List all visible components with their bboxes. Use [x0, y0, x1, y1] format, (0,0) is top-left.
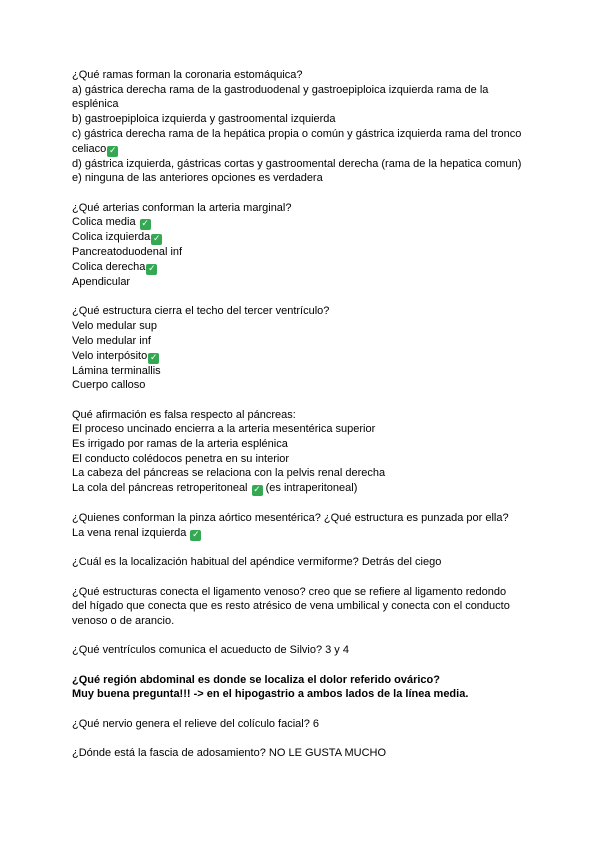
question-coronaria-estomaquica: ¿Qué ramas forman la coronaria estomáquica?	[72, 69, 303, 81]
answer-text: Colica media	[72, 216, 136, 229]
option-e: e) ninguna de las anteriores opciones es verdadera	[72, 172, 323, 185]
question-pinza-aortico-mesenterica: ¿Quienes conforman la pinza aórtico mesentérica? ¿Qué estructura es punzada por ella?	[72, 511, 509, 524]
answer-item	[72, 215, 532, 230]
question-apendice: ¿Cuál es la localización habitual del apéndice vermiforme? Detrás del ciego	[72, 556, 442, 569]
answer-item: Apendicular	[72, 276, 131, 289]
option-b: b) gastroepiploica izquierda y gastroomental izquierda	[72, 113, 336, 126]
answer-item: Es irrigado por ramas de la arteria esplénica	[72, 438, 288, 451]
answer-item: Velo medular inf	[72, 334, 151, 347]
option-a-continued: esplénica	[72, 98, 119, 111]
answer-item: La cabeza del páncreas se relaciona con la pelvis renal derecha	[72, 467, 386, 480]
answer-item	[72, 230, 532, 245]
answer-item: Cuerpo calloso	[72, 379, 146, 392]
question-ligamento-venoso-continued: venoso o de arancio.	[72, 615, 175, 627]
option-a: a) gástrica derecha rama de la gastroduodenal y gastroepiploica izquierda rama de la	[72, 83, 489, 96]
question-ligamento-venoso-continued: del hígado que conecta que es resto atrésico de vena umbilical y conecta con el conducto	[72, 600, 510, 613]
question-ligamento-venoso: ¿Qué estructuras conecta el ligamento venoso? creo que se refiere al ligamento redondo	[72, 585, 507, 598]
answer-item: Velo medular sup	[72, 320, 157, 333]
answer-text: La cola del páncreas retroperitoneal	[72, 482, 248, 495]
check-mark-icon: ✓	[108, 145, 117, 156]
check-mark-icon: ✓	[192, 529, 200, 540]
answer-item	[72, 526, 532, 541]
answer-item: El proceso uncinado encierra a la arteria mesentérica superior	[72, 423, 376, 436]
question-pancreas: Qué afirmación es falsa respecto al páncreas:	[72, 408, 296, 421]
answer-dolor-ovarico: Muy buena pregunta!!! -> en el hipogastrio a ambos lados de la línea media.	[72, 688, 469, 701]
option-c: c) gástrica derecha rama de la hepática propia o común y gástrica izquierda rama del tronco	[72, 127, 522, 140]
question-dolor-ovarico: ¿Qué región abdominal es donde se localiza el dolor referido ovárico?	[72, 673, 440, 686]
check-mark-icon: ✓	[149, 352, 158, 363]
question-arteria-marginal: ¿Qué arterias conforman la arteria marginal?	[72, 201, 292, 214]
answer-item	[72, 349, 532, 364]
check-mark-icon: ✓	[152, 234, 161, 245]
answer-item	[72, 260, 532, 275]
question-coliculo-facial: ¿Qué nervio genera el relieve del colículo facial? 6	[72, 717, 320, 730]
option-d: d) gástrica izquierda, gástricas cortas y gastroomental derecha (rama de la hepatica comun)	[72, 157, 522, 170]
check-mark-icon: ✓	[148, 264, 156, 275]
option-c-continued	[72, 142, 532, 157]
answer-item: Pancreatoduodenal inf	[72, 246, 183, 259]
answer-item	[72, 481, 532, 496]
document-page	[72, 68, 532, 761]
answer-item: Lámina terminallis	[72, 364, 161, 377]
question-acueducto-silvio: ¿Qué ventrículos comunica el acueducto de Silvio? 3 y 4	[72, 644, 349, 657]
check-mark-icon: ✓	[141, 219, 149, 230]
answer-text: La vena renal izquierda	[72, 526, 187, 539]
answer-text: Velo interpósito	[72, 349, 148, 362]
option-c-continued-text: celiaco	[72, 142, 107, 155]
answer-text: Colica izquierda	[72, 231, 151, 244]
answer-text: Colica derecha	[72, 261, 146, 274]
answer-note: (es intraperitoneal)	[265, 482, 358, 495]
check-mark-icon: ✓	[253, 485, 261, 496]
question-tercer-ventriculo: ¿Qué estructura cierra el techo del tercer ventrículo?	[72, 305, 330, 318]
question-fascia-adosamiento: ¿Dónde está la fascia de adosamiento? NO LE GUSTA MUCHO	[72, 747, 387, 760]
answer-item: El conducto colédocos penetra en su interior	[72, 452, 290, 465]
